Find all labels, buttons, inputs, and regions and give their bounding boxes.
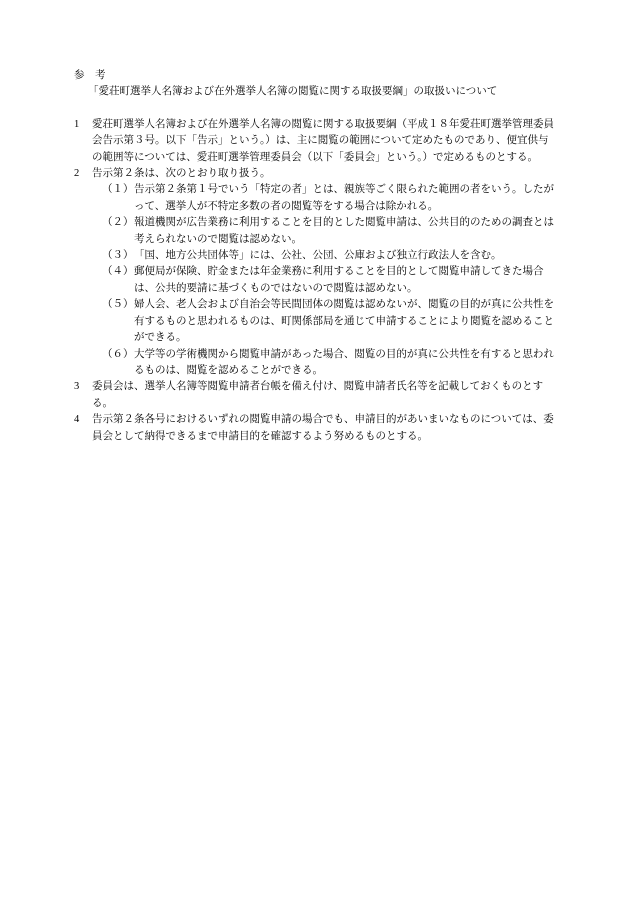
sub-item-text: 大学等の学術機関から閲覧申請があった場合、閲覧の目的が真に公共性を有すると思われるものは、閲覧を認めることができる。 [134, 348, 554, 376]
sub-item-text: 婦人会、老人会および自治会等民間団体の閲覧は認めないが、閲覧の目的が真に公共性を有するものと思われるものは、町関係部局を通じて申請することにより閲覧を認めることができる。 [134, 299, 554, 344]
sub-item [102, 248, 558, 264]
numbered-item [74, 379, 558, 412]
item-number: 2 [74, 168, 80, 180]
sub-item [102, 264, 558, 297]
spacer [74, 101, 558, 117]
item-text: 告示第２条は、次のとおり取り扱う。 [92, 168, 271, 180]
item-number: 1 [74, 118, 80, 130]
item-text: 愛荘町選挙人名簿および在外選挙人名簿の閲覧に関する取扱要綱（平成１８年愛荘町選挙管理委員会告示第３号。以下「告示」という。）は、主に閲覧の範囲について定めたものであり、便宜供与の範囲等については、愛荘町選挙管理委員会（以下「委員会」という。）で定めるものとする。 [92, 118, 554, 163]
sub-item-number: （４） [102, 266, 134, 278]
item-text: 委員会は、選挙人名簿等閲覧申請者台帳を備え付け、閲覧申請者氏名等を記載しておくものとする。 [92, 381, 544, 409]
numbered-item [74, 412, 558, 445]
sub-item [102, 297, 558, 346]
sub-item-number: （５） [102, 299, 134, 311]
numbered-item [74, 117, 558, 166]
sub-item-text: 報道機関が広告業務に利用することを目的とした閲覧申請は、公共目的のための調査とは考えられないので閲覧は認めない。 [134, 217, 554, 245]
document-body [74, 68, 558, 445]
item-number: 4 [74, 414, 80, 426]
numbered-item [74, 166, 558, 182]
item-number: 3 [74, 381, 80, 393]
document-header-label: 参 考 [74, 70, 106, 81]
sub-item-number: （１） [102, 184, 134, 196]
sub-item [102, 182, 558, 215]
sub-item-text: 郵便局が保険、貯金または年金業務に利用することを目的として閲覧申請してきた場合は、公共的要請に基づくものではないので閲覧は認めない。 [134, 266, 544, 294]
document-title: 「愛荘町選挙人名簿および在外選挙人名簿の閲覧に関する取扱要綱」の取扱いについて [88, 86, 498, 98]
sub-item [102, 347, 558, 380]
item-text: 告示第２条各号におけるいずれの閲覧申請の場合でも、申請目的があいまいなものについては、委員会として納得できるまで申請目的を確認するよう努めるものとする。 [92, 414, 554, 442]
sub-item-number: （６） [102, 348, 134, 360]
sub-item-number: （２） [102, 217, 134, 229]
sub-item [102, 215, 558, 248]
sub-item-number: （３） [102, 250, 134, 262]
sub-item-text: 「国、地方公共団体等」には、公社、公団、公庫および独立行政法人を含む。 [134, 250, 502, 262]
sub-item-text: 告示第２条第１号でいう「特定の者」とは、親族等ごく限られた範囲の者をいう。したがって、選挙人が不特定多数の者の閲覧等をする場合は除かれる。 [134, 184, 554, 212]
